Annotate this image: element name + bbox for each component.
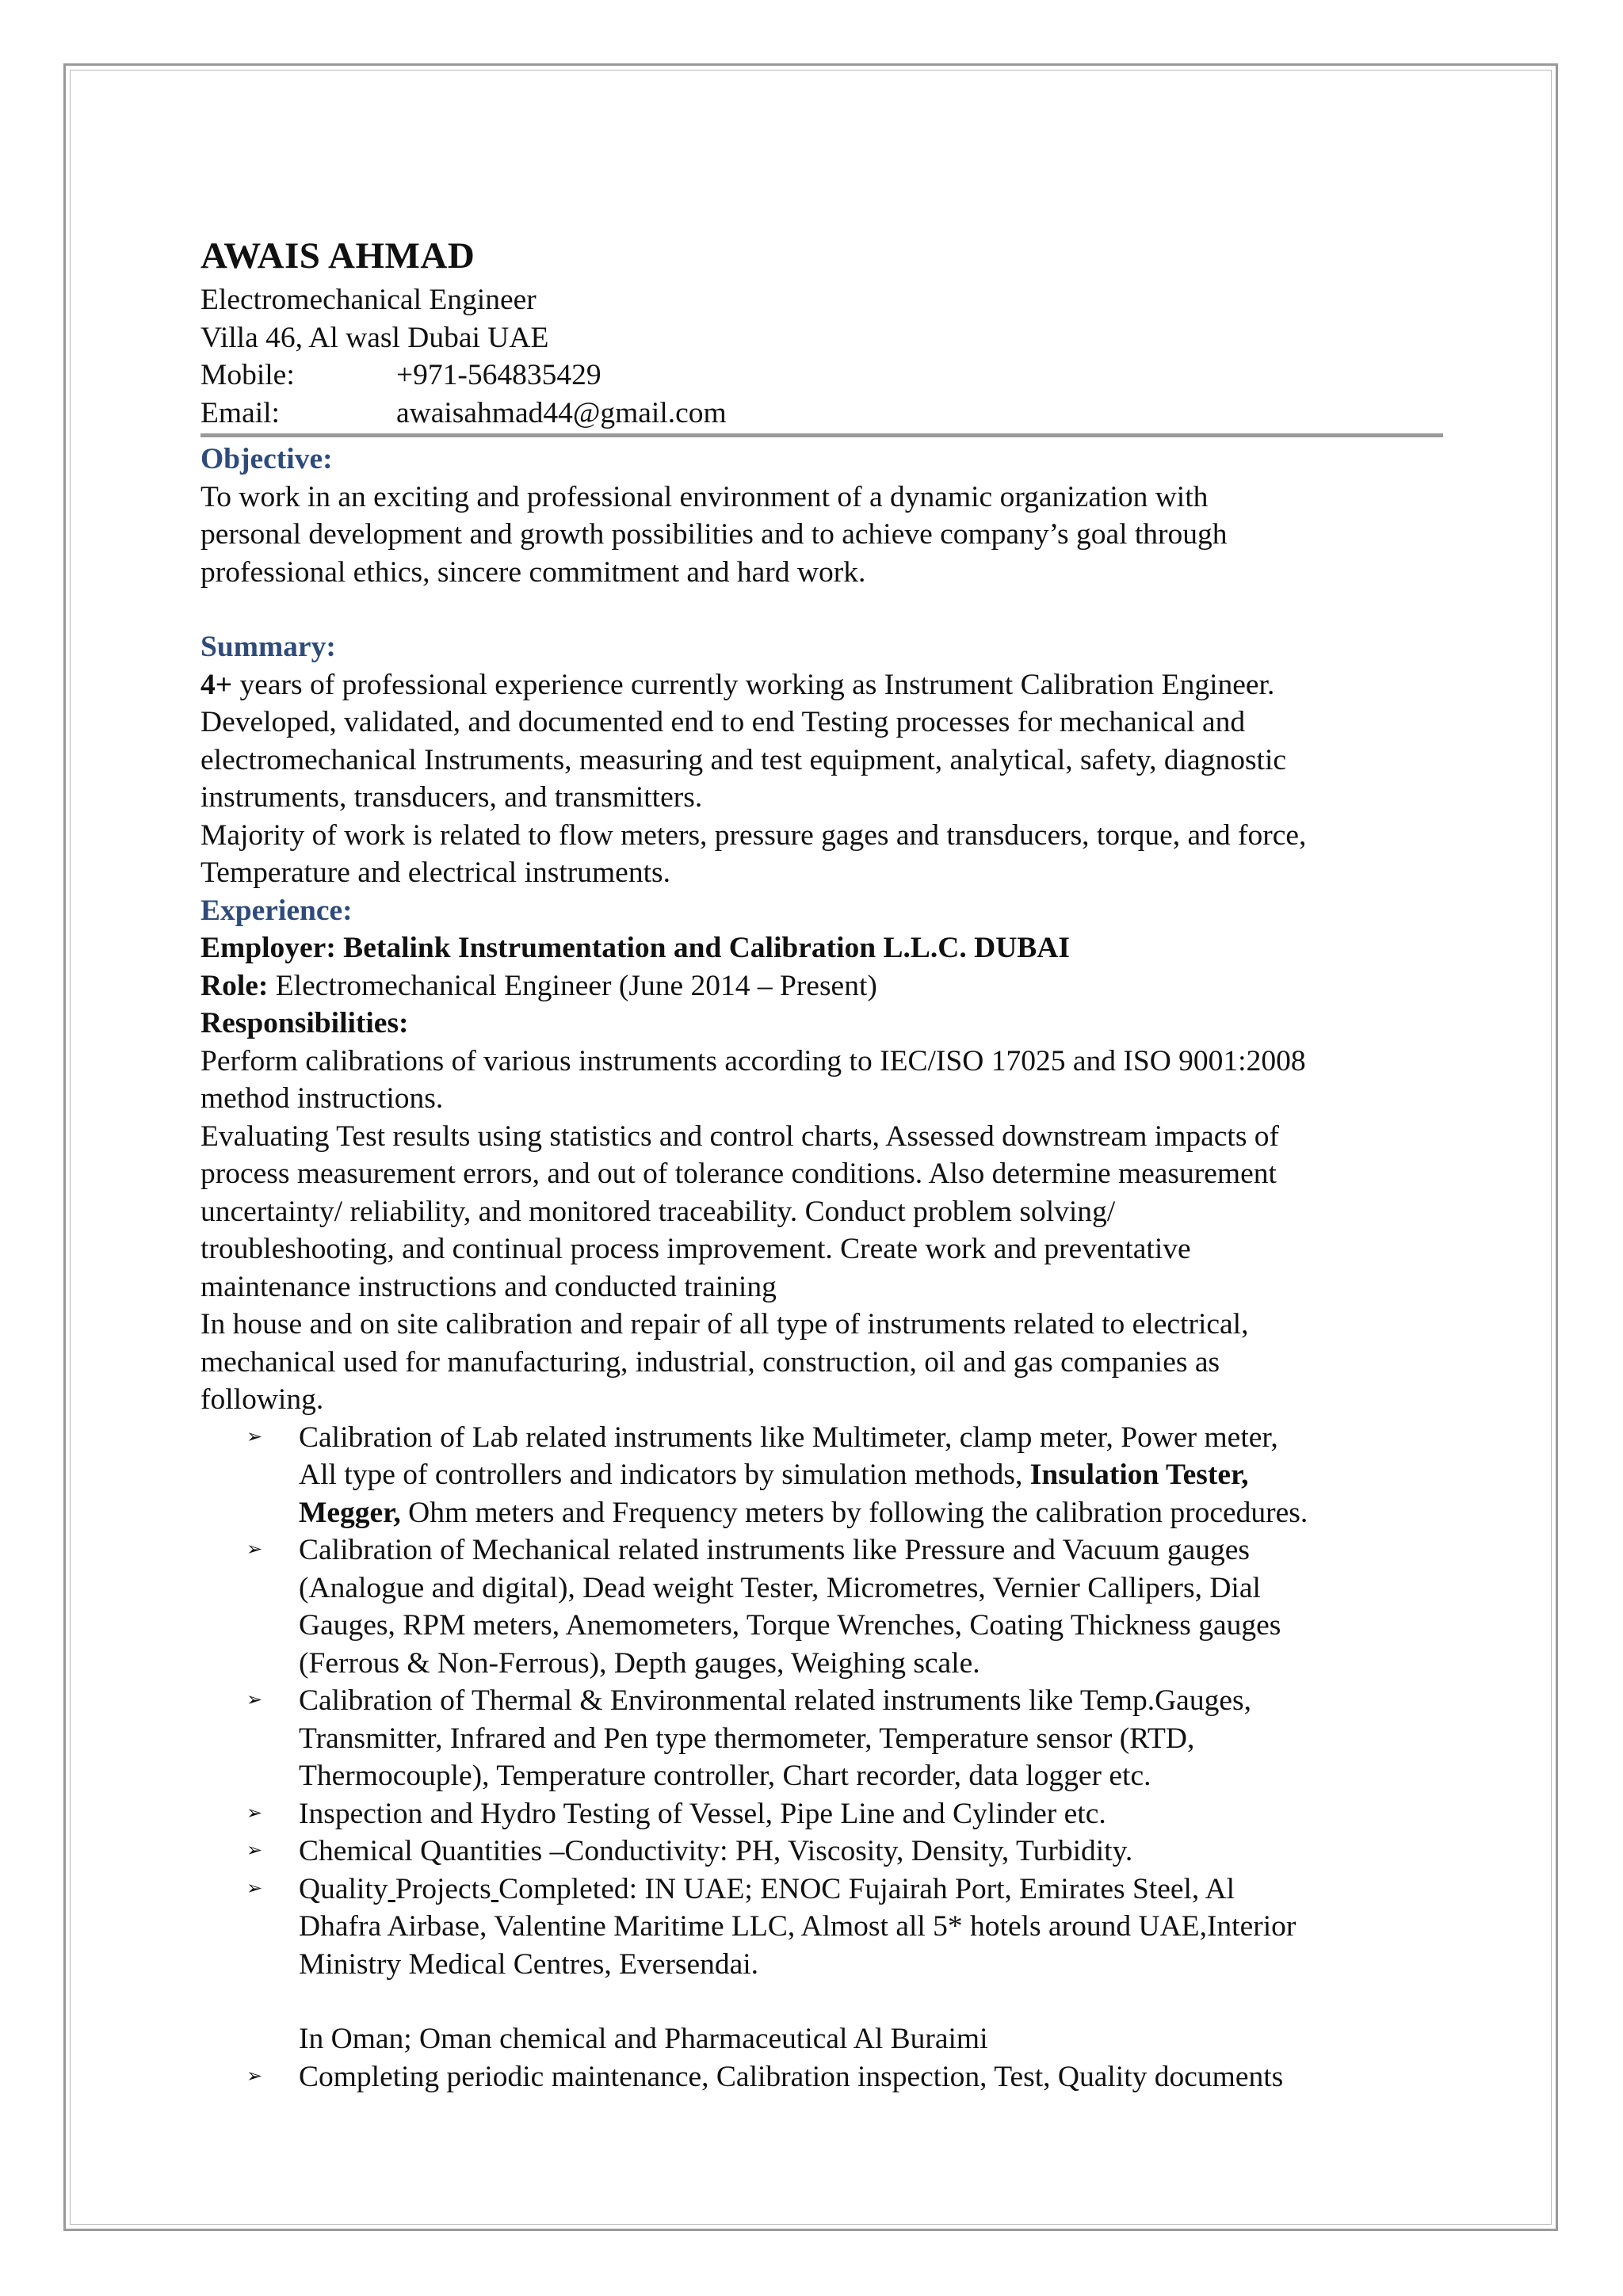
list-item [200, 1795, 1437, 1833]
list-item-line: Gauges, RPM meters, Anemometers, Torque Wrenches, Coating Thickness gauges [299, 1609, 1281, 1642]
arrow-bullet-icon: ➢ [246, 1426, 263, 1447]
list-item-line: Calibration of Lab related instruments like Multimeter, clamp meter, Power meter, [299, 1421, 1278, 1454]
responsibility-line: following. [200, 1383, 324, 1416]
list-item-bold: Megger, [299, 1496, 401, 1529]
years-bold: 4+ [200, 668, 233, 701]
list-item [200, 1871, 1437, 1984]
responsibility-line: uncertainty/ reliability, and monitored traceability. Conduct problem solving/ [200, 1195, 1116, 1228]
responsibility-line: troubleshooting, and continual process improvement. Create work and preventative [200, 1233, 1191, 1265]
mobile-label: Mobile: [200, 359, 295, 391]
list-item [200, 1833, 1437, 1871]
responsibility-line: In house and on site calibration and repair of all type of instruments related to electrical, [200, 1308, 1249, 1341]
list-item-line: Transmitter, Infrared and Pen type thermometer, Temperature sensor (RTD, [299, 1722, 1195, 1755]
role-value: Electromechanical Engineer (June 2014 – Present) [268, 969, 877, 1002]
summary-line: instruments, transducers, and transmitters. [200, 781, 703, 814]
spacer [200, 591, 1437, 628]
employer [200, 929, 1437, 967]
list-item-text: All type of controllers and indicators by simulation methods, [299, 1459, 1030, 1491]
summary-line [200, 666, 1437, 704]
summary-line-rest: years of professional experience currently working as Instrument Calibration Engineer. [232, 668, 1275, 701]
responsibility-line: mechanical used for manufacturing, industrial, construction, oil and gas companies as [200, 1345, 1220, 1379]
list-item [200, 1419, 1437, 1532]
address: Villa 46, Al wasl Dubai UAE [200, 321, 549, 354]
objective-line: To work in an exciting and professional environment of a dynamic organization with [200, 480, 1209, 513]
arrow-bullet-icon: ➢ [246, 1802, 263, 1824]
arrow-bullet-icon: ➢ [246, 1840, 263, 1861]
candidate-name: AWAIS AHMAD [200, 235, 475, 277]
list-item [200, 2058, 1437, 2096]
list-item-text: Completed: IN UAE; ENOC Fujairah Port, Emirates Steel, Al [498, 1872, 1235, 1905]
list-item-bold: Insulation Tester, [1029, 1459, 1249, 1491]
objective-line: professional ethics, sincere commitment and hard work. [200, 555, 866, 589]
summary-heading: Summary: [200, 631, 336, 663]
mobile-row [200, 357, 1437, 395]
list-item-text: Projects [395, 1872, 491, 1905]
objective-heading: Objective: [200, 443, 333, 475]
employer-text: Employer: Betalink Instrumentation and Calibration L.L.C. DUBAI [200, 932, 1070, 964]
responsibility-line: method instructions. [200, 1082, 444, 1115]
experience-heading: Experience: [200, 894, 353, 927]
header-divider [200, 433, 1443, 437]
responsibility-line: Perform calibrations of various instruments according to IEC/ISO 17025 and ISO 9001:2008 [200, 1044, 1306, 1077]
role-label: Role: [200, 969, 269, 1002]
mobile-value: +971-564835429 [396, 359, 601, 391]
responsibilities-list [200, 1419, 1437, 1984]
role [200, 967, 1437, 1005]
responsibility-line: process measurement errors, and out of tolerance conditions. Also determine measurement [200, 1158, 1277, 1190]
list-item [200, 1682, 1437, 1795]
list-item-line: Ministry Medical Centres, Eversendai. [299, 1947, 759, 1981]
summary-line: Temperature and electrical instruments. [200, 856, 670, 889]
list-item-line [299, 1456, 1437, 1494]
list-item-line: Dhafra Airbase, Valentine Maritime LLC, Almost all 5* hotels around UAE,Interior [299, 1910, 1296, 1943]
list-item-line: (Analogue and digital), Dead weight Tester, Micrometres, Vernier Callipers, Dial [299, 1571, 1261, 1604]
responsibilities-text: Responsibilities: [200, 1007, 409, 1039]
list-item [200, 1531, 1437, 1682]
arrow-bullet-icon: ➢ [246, 1539, 263, 1560]
list-item-line [299, 1494, 1437, 1532]
oman-projects: In Oman; Oman chemical and Pharmaceutical Al Buraimi [299, 2023, 988, 2055]
list-item-line: Calibration of Mechanical related instruments like Pressure and Vacuum gauges [299, 1534, 1250, 1566]
responsibilities-list-continued [200, 2058, 1437, 2096]
spacer [200, 1983, 1437, 2020]
list-item-line: Completing periodic maintenance, Calibration inspection, Test, Quality documents [299, 2060, 1284, 2093]
list-item-line: Inspection and Hydro Testing of Vessel, Pipe Line and Cylinder etc. [299, 1797, 1106, 1830]
resume-content [200, 234, 1437, 2096]
list-item-line [299, 1871, 1437, 1909]
list-item-line: Thermocouple), Temperature controller, Chart recorder, data logger etc. [299, 1760, 1151, 1792]
email-value: awaisahmad44@gmail.com [396, 396, 727, 429]
responsibility-line: Evaluating Test results using statistics and control charts, Assessed downstream impacts of [200, 1119, 1280, 1153]
job-title: Electromechanical Engineer [200, 284, 537, 316]
arrow-bullet-icon: ➢ [246, 1878, 263, 1899]
responsibility-line: maintenance instructions and conducted training [200, 1270, 777, 1303]
summary-line: Majority of work is related to flow meters, pressure gages and transducers, torque, and force, [200, 818, 1307, 852]
summary-line: Developed, validated, and documented end to end Testing processes for mechanical and [200, 706, 1246, 738]
list-item-line: Calibration of Thermal & Environmental related instruments like Temp.Gauges, [299, 1684, 1251, 1717]
objective-line: personal development and growth possibilities and to achieve company’s goal through [200, 518, 1228, 551]
list-item-text: Ohm meters and Frequency meters by following the calibration procedures. [400, 1496, 1308, 1529]
list-item-line: Chemical Quantities –Conductivity: PH, Viscosity, Density, Turbidity. [299, 1835, 1133, 1867]
email-label: Email: [200, 396, 280, 429]
responsibilities-label [200, 1005, 1437, 1043]
arrow-bullet-icon: ➢ [246, 2065, 263, 2087]
arrow-bullet-icon: ➢ [246, 1690, 263, 1711]
list-item-text: Quality [299, 1872, 388, 1905]
list-item-line: (Ferrous & Non-Ferrous), Depth gauges, Weighing scale. [299, 1646, 980, 1680]
email-row [200, 395, 1437, 433]
summary-line: electromechanical Instruments, measuring and test equipment, analytical, safety, diagnostic [200, 743, 1287, 776]
